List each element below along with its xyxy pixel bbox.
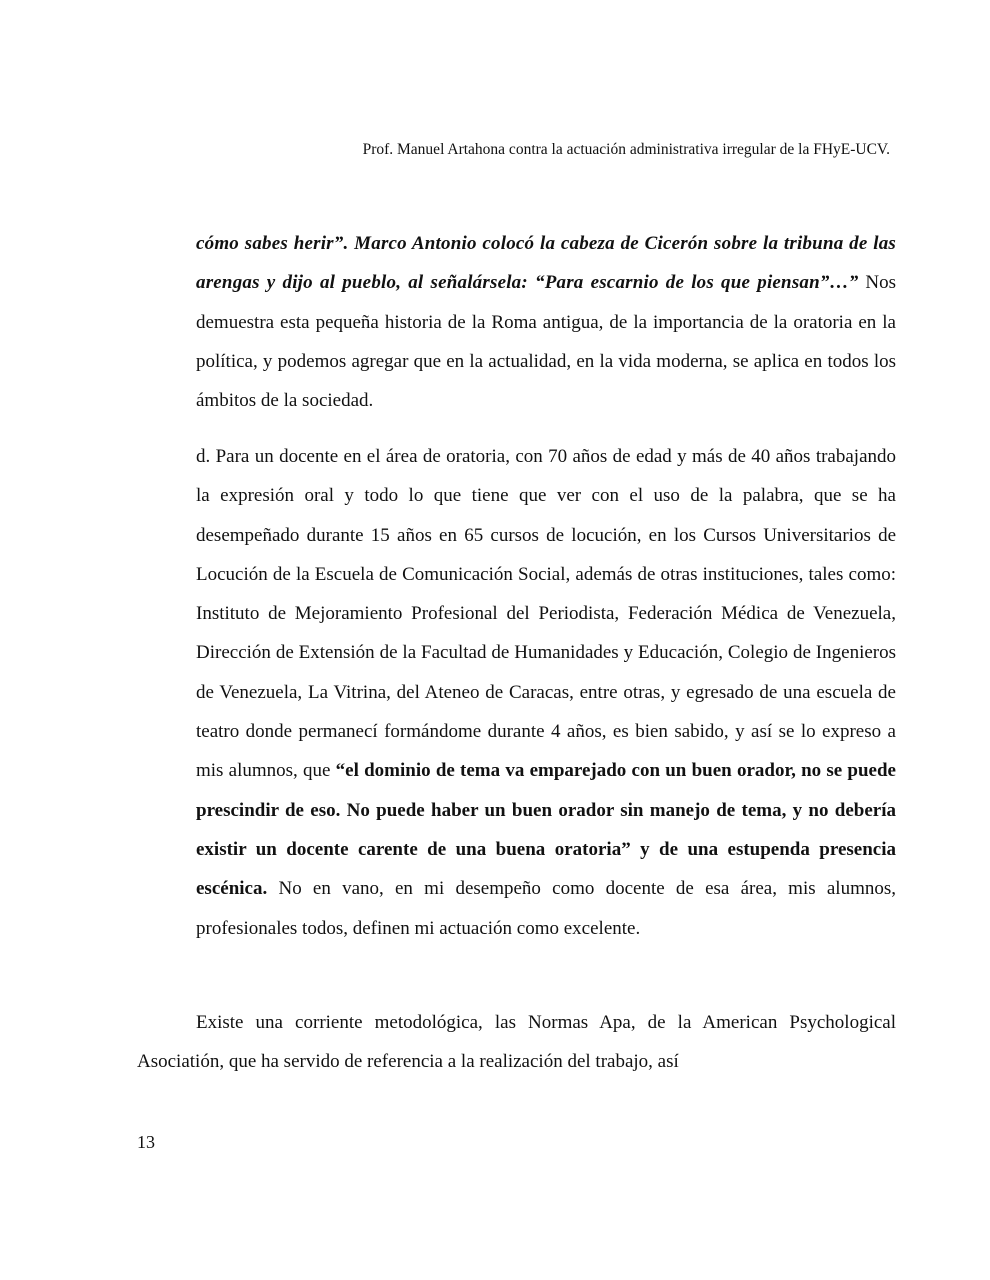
paragraph-d-bold-quote: “el dominio de tema va emparejado con un buen orador, no se puede prescindir de eso. No puede haber un buen orador sin manejo de tema, y no debería existir un docente carente de una buena oratoria” y de una estupenda presencia escénica. [196,760,896,900]
paragraph-cicero [196,224,896,420]
quoted-story-text: cómo sabes herir”. Marco Antonio colocó la cabeza de Cicerón sobre la tribuna de las arengas y dijo al pueblo, al señalársela: “Para escarnio de los que piensan”…” [196,233,896,294]
paragraph-normas-apa: Existe una corriente metodológica, las Normas Apa, de la American Psychological Asociatión, que ha servido de referencia a la realización del trabajo, así [137,1012,896,1073]
paragraph-cicero-text: Nos demuestra esta pequeña historia de la Roma antigua, de la importancia de la oratoria en la política, y podemos agregar que en la actualidad, en la vida moderna, se aplica en todos los ámbitos de la sociedad. [196,272,896,412]
paragraph-d-text-1: d. Para un docente en el área de oratoria, con 70 años de edad y más de 40 años trabajando la expresión oral y todo lo que tiene que ver con el uso de la palabra, que se ha desempeñado durante 15 años en 65 cursos de locución, en los Cursos Universitarios de Locución de la Escuela de Comunicación Social, además de otras instituciones, tales como: Instituto de Mejoramiento Profesional del Periodista, Federación Médica de Venezuela, Dirección de Extensión de la Facultad de Humanidades y Educación, Colegio de Ingenieros de Venezuela, La Vitrina, del Ateneo de Caracas, entre otras, y egresado de una escuela de teatro donde permanecí formándome durante 4 años, es bien sabido, y así se lo expreso a mis alumnos, que [196,446,896,782]
page-number: 13 [137,1132,155,1152]
paragraph-d-text-2: No en vano, en mi desempeño como docente de esa área, mis alumnos, profesionales todos, definen mi actuación como excelente. [196,878,896,939]
paragraph-d-docente [196,437,896,948]
running-header: Prof. Manuel Artahona contra la actuación administrativa irregular de la FHyE-UCV. [362,141,890,158]
